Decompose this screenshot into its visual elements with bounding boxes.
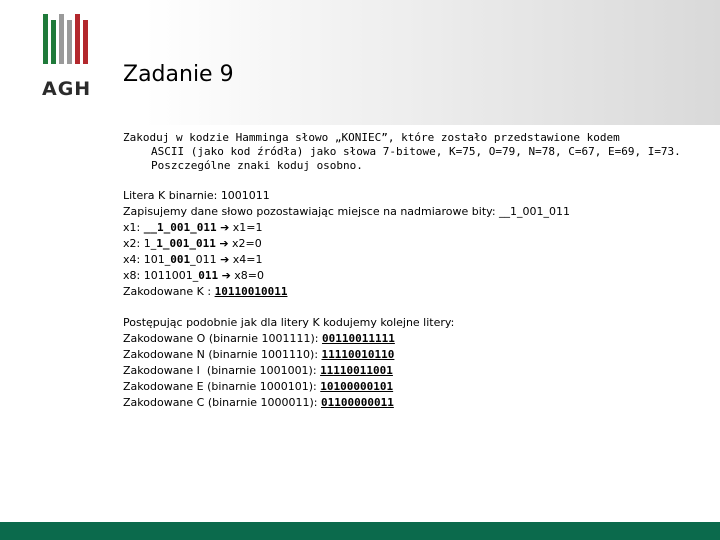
x4-result: _011 ➔ x4=1 [190, 253, 263, 266]
other-letters-solution [123, 315, 703, 411]
row-code: 00110011111 [321, 332, 395, 345]
x4-line [123, 252, 703, 268]
task-line-3: Poszczególne znaki koduj osobno. [151, 159, 363, 172]
k-binary-line: Litera K binarnie: 1001011 [123, 189, 270, 202]
task-line-1: Zakoduj w kodzie Hamminga słowo „KONIEC”, które zostało przedstawione kodem [123, 131, 620, 144]
x2-label: x2: 1_ [123, 237, 157, 250]
x1-result: ➔ x1=1 [216, 221, 263, 234]
row-label: Zakodowane O (binarnie 1001111): [123, 332, 322, 345]
k-placeholder-line: Zapisujemy dane słowo pozostawiając miejsce na nadmiarowe bity: __1_001_011 [123, 205, 571, 218]
encoded-row-i [123, 363, 703, 379]
x1-label: x1: [123, 221, 144, 234]
header-background [0, 0, 720, 125]
encoded-row-c [123, 395, 703, 411]
encoded-row-o [123, 331, 703, 347]
k-encoded-label: Zakodowane K : [123, 285, 215, 298]
x8-bits: 011 [198, 269, 219, 282]
encoded-row-n [123, 347, 703, 363]
x8-result: ➔ x8=0 [218, 269, 265, 282]
row-label: Zakodowane E (binarnie 1000101): [123, 380, 321, 393]
footer-bar [0, 522, 720, 540]
x4-bits: 001 [170, 253, 191, 266]
x4-label: x4: 101_ [123, 253, 171, 266]
x2-line [123, 236, 703, 252]
task-description [123, 131, 703, 173]
row-code: 11110011001 [320, 364, 393, 377]
row-code: 01100000011 [321, 396, 394, 409]
x2-result: ➔ x2=0 [215, 237, 262, 250]
encoded-row-e [123, 379, 703, 395]
k-encoded-code: 10110010011 [214, 285, 288, 298]
x8-line [123, 268, 703, 284]
task-line-2: ASCII (jako kod źródła) jako słowa 7-bitowe, K=75, O=79, N=78, C=67, E=69, I=73. [151, 145, 681, 158]
other-letters-intro: Postępując podobnie jak dla litery K kodujemy kolejne litery: [123, 316, 455, 329]
x2-bits: 1_001_011 [156, 237, 216, 250]
page-title: Zadanie 9 [123, 62, 234, 87]
row-code: 10100000101 [320, 380, 394, 393]
x8-label: x8: 1011001_ [123, 269, 199, 282]
letter-k-solution [123, 188, 703, 300]
x1-bits: __1_001_011 [143, 221, 217, 234]
row-label: Zakodowane N (binarnie 1001110): [123, 348, 322, 361]
logo-text: AGH [42, 78, 92, 100]
x1-line [123, 220, 703, 236]
row-code: 11110010110 [321, 348, 395, 361]
row-label: Zakodowane C (binarnie 1000011): [123, 396, 321, 409]
k-encoded-line [123, 284, 703, 300]
row-label: Zakodowane I (binarnie 1001001): [123, 364, 321, 377]
